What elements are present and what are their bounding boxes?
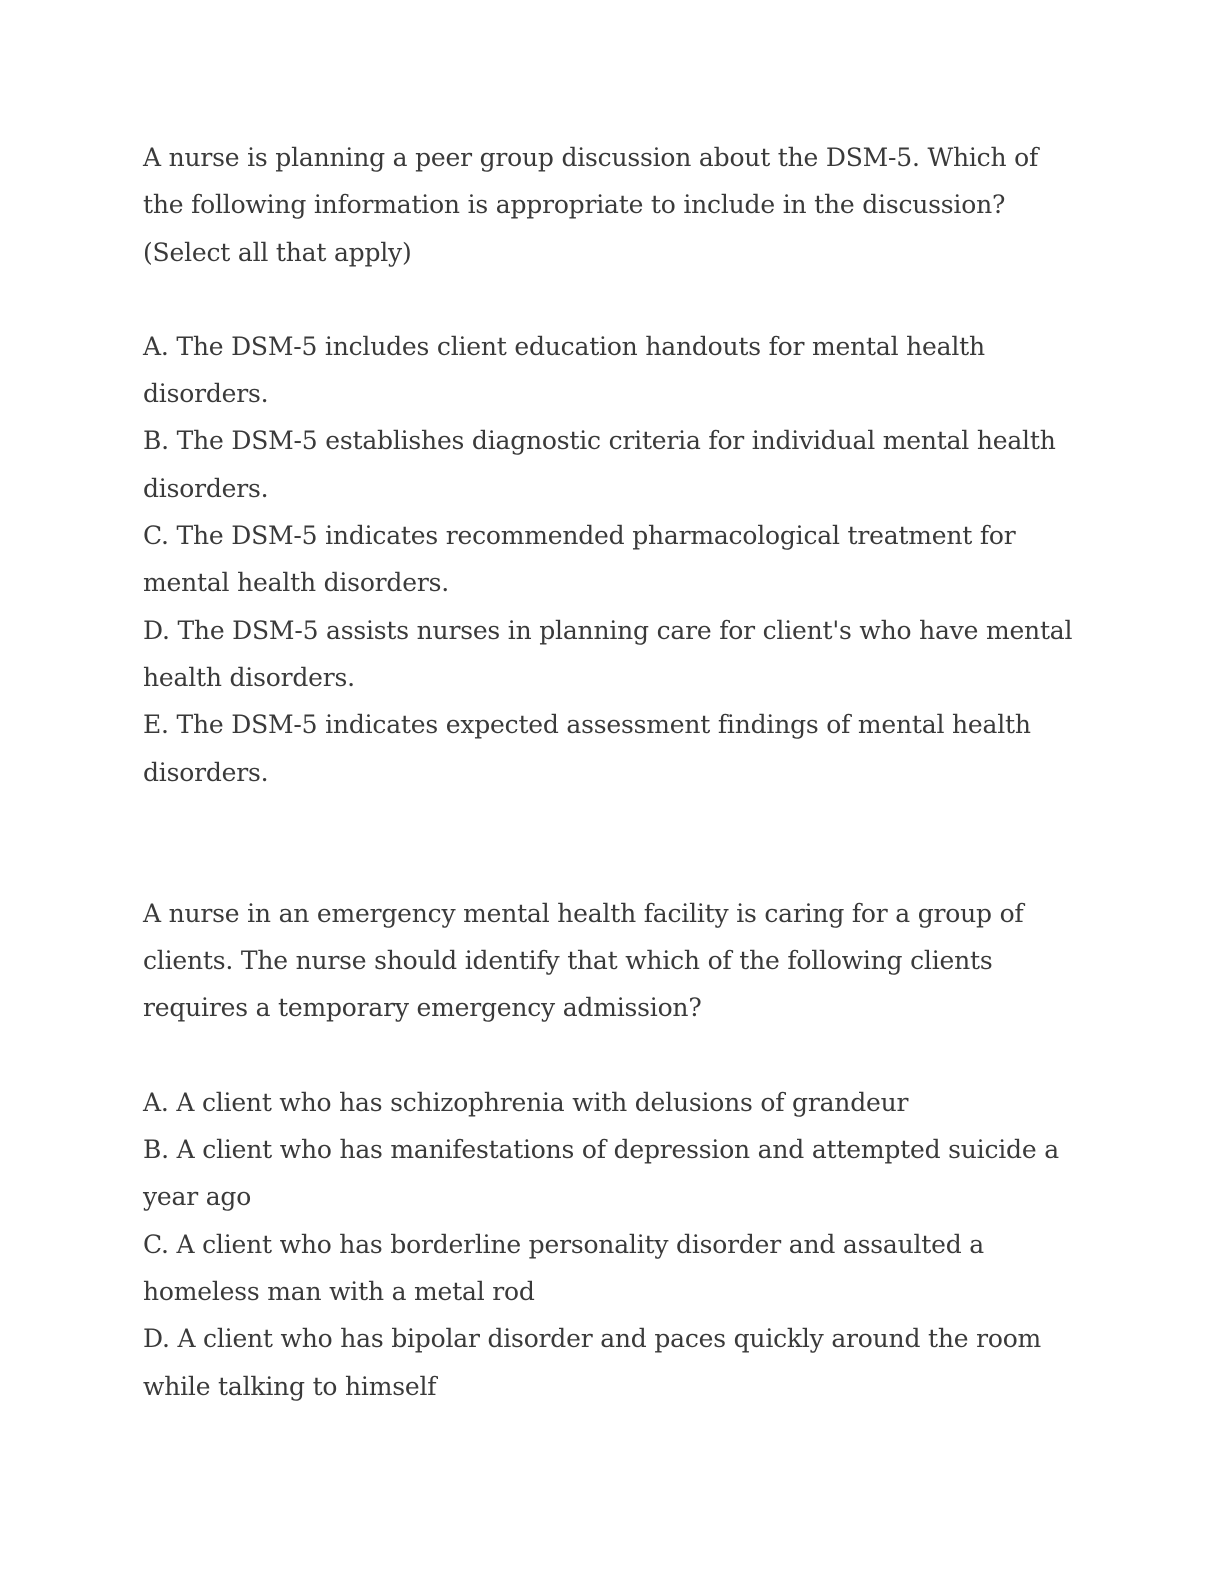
question-2: [143, 890, 1083, 1410]
answer-options: [143, 323, 1083, 796]
answer-options: [143, 1079, 1083, 1410]
answer-option-e: E. The DSM-5 indicates expected assessment findings of mental health disorders.: [143, 710, 1031, 787]
answer-option-a: A. A client who has schizophrenia with delusions of grandeur: [143, 1087, 909, 1117]
answer-option-d: D. A client who has bipolar disorder and paces quickly around the room while talking to himself: [143, 1324, 1042, 1401]
answer-option-b: B. A client who has manifestations of depression and attempted suicide a year ago: [143, 1135, 1059, 1212]
question-stem: A nurse is planning a peer group discussion about the DSM-5. Which of the following information is appropriate to include in the discussion? (Select all that apply): [143, 143, 1039, 267]
answer-option-a: A. The DSM-5 includes client education handouts for mental health disorders.: [143, 331, 985, 409]
answer-option-c: C. A client who has borderline personality disorder and assaulted a homeless man with a metal rod: [143, 1229, 984, 1306]
answer-option-b: B. The DSM-5 establishes diagnostic criteria for individual mental health disorders.: [143, 426, 1056, 503]
answer-option-c: C. The DSM-5 indicates recommended pharmacological treatment for mental health disorders.: [143, 521, 1016, 598]
question-stem: A nurse in an emergency mental health facility is caring for a group of clients. The nurse should identify that which of the following clients requires a temporary emergency admission?: [143, 898, 1024, 1023]
answer-option-d: D. The DSM-5 assists nurses in planning care for client's who have mental health disorders.: [143, 615, 1073, 692]
question-1: [143, 134, 1083, 796]
document-page: [143, 134, 1083, 1410]
